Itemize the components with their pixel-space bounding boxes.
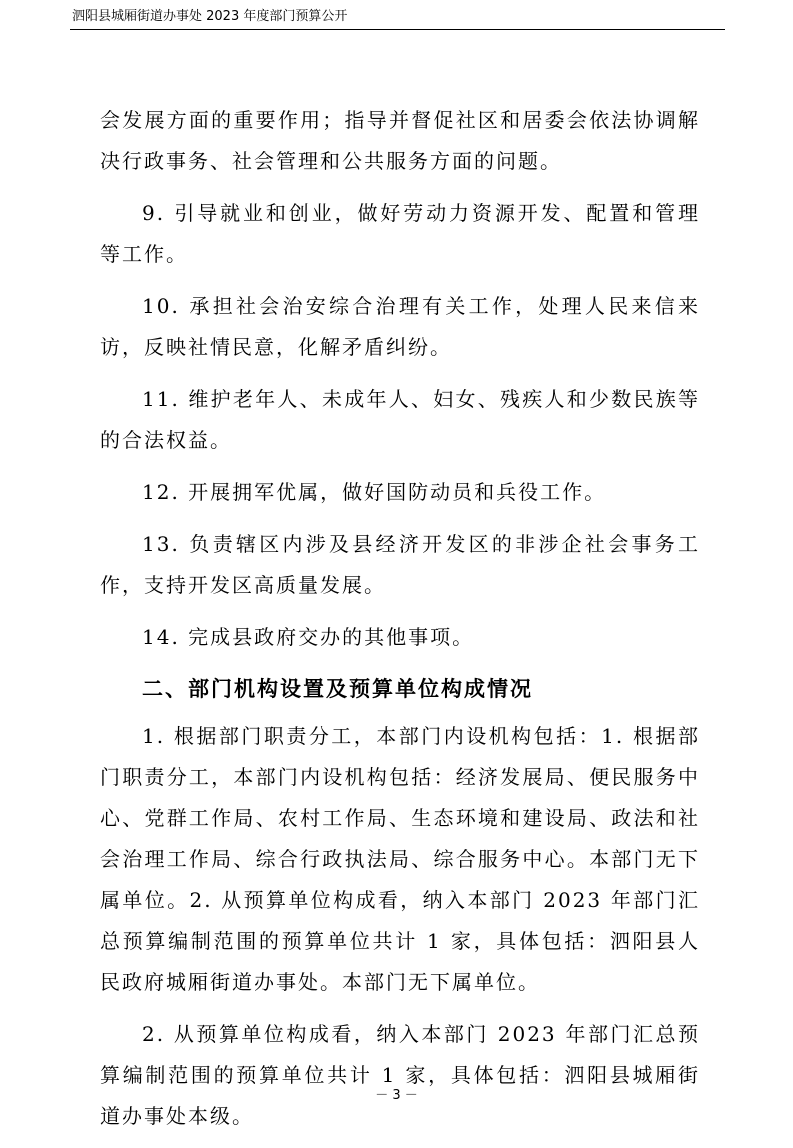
paragraph-item-13: 13. 负责辖区内涉及县经济开发区的非涉企社会事务工作，支持开发区高质量发展。 [100, 532, 700, 597]
page-number: － 3 － [375, 1088, 418, 1103]
paragraph-item-9: 9. 引导就业和创业，做好劳动力资源开发、配置和管理等工作。 [100, 201, 700, 266]
paragraph-item-11: 11. 维护老年人、未成年人、妇女、残疾人和少数民族等的合法权益。 [100, 387, 700, 452]
paragraph-org-structure: 1. 根据部门职责分工，本部门内设机构包括：1. 根据部门职责分工，本部门内设机构包括：经济发展局、便民服务中心、党群工作局、农村工作局、生态环境和建设局、政法和社会治理工作局、综合行政执法局、综合服务中心。本部门无下属单位。2. 从预算单位构成看，纳入本部门 2023 年部门汇总预算编制范围的预算单位共计 1 家，具体包括：泗阳县人民政府城厢街道办事处。本部门无下属单位。 [100, 724, 700, 994]
document-body [100, 100, 700, 1148]
running-header: 泗阳县城厢街道办事处 2023 年度部门预算公开 [72, 9, 348, 24]
paragraph-continuation: 会发展方面的重要作用；指导并督促社区和居委会依法协调解决行政事务、社会管理和公共服务方面的问题。 [100, 108, 700, 173]
paragraph-item-12: 12. 开展拥军优属，做好国防动员和兵役工作。 [142, 480, 607, 504]
section-heading: 二、部门机构设置及预算单位构成情况 [142, 677, 533, 701]
paragraph-item-14: 14. 完成县政府交办的其他事项。 [142, 625, 475, 649]
paragraph-budget-units: 2. 从预算单位构成看，纳入本部门 2023 年部门汇总预算编制范围的预算单位共计 1 家，具体包括：泗阳县城厢街道办事处本级。 [100, 1022, 700, 1128]
paragraph-item-10: 10. 承担社会治安综合治理有关工作，处理人民来信来访，反映社情民意，化解矛盾纠纷。 [100, 294, 700, 359]
header-divider [70, 29, 725, 30]
